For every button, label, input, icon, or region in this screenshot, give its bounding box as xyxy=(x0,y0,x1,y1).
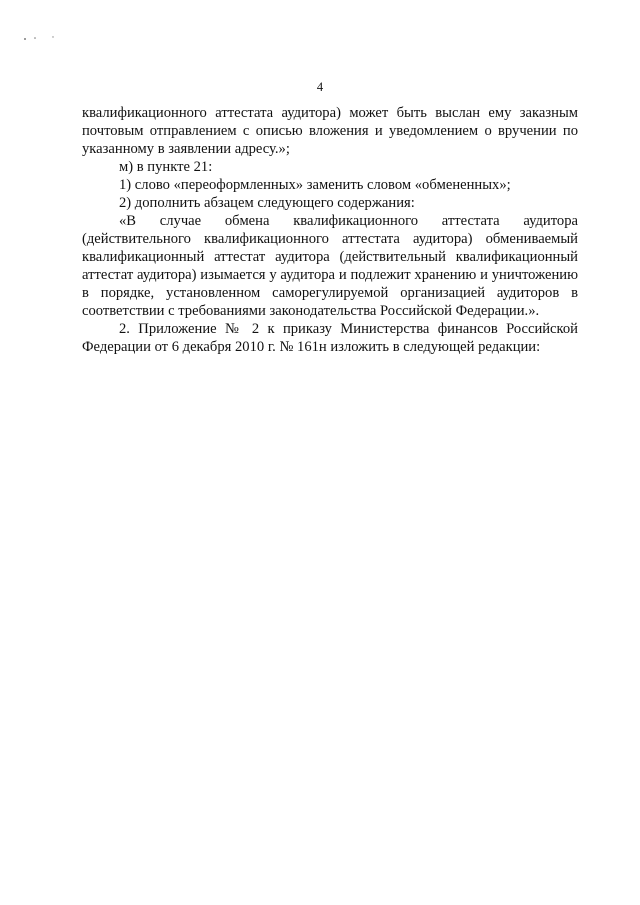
paragraph-quoted-text: «В случае обмена квалификационного аттестата аудитора (действительного квалификационного аттестата аудитора) обмениваемый квалификационный аттестат аудитора (действительный квалификационный аттестат аудитора) изымается у аудитора и подлежит хранению и уничтожению в порядке, установленном саморегулируемой организацией аудиторов в соответствии с требованиями законодательства Российской Федерации.». xyxy=(82,213,578,319)
paragraph-item-m: м) в пункте 21: xyxy=(119,159,213,175)
paragraph-section-2: 2. Приложение № 2 к приказу Министерства финансов Российской Федерации от 6 декабря 2010 г. № 161н изложить в следующей редакции: xyxy=(82,321,578,355)
scan-specks xyxy=(22,34,62,44)
paragraph-subitem-2: 2) дополнить абзацем следующего содержания: xyxy=(119,195,415,211)
document-body xyxy=(82,104,578,356)
page-number: 4 xyxy=(316,80,324,94)
paragraph-continuation: квалификационного аттестата аудитора) может быть выслан ему заказным почтовым отправлением с описью вложения и уведомлением о вручении по указанному в заявлении адресу.»; xyxy=(82,105,578,157)
scan-speck xyxy=(24,38,26,40)
paragraph-subitem-1: 1) слово «переоформленных» заменить словом «обмененных»; xyxy=(119,177,511,193)
scan-speck xyxy=(52,36,53,37)
scan-speck xyxy=(34,37,36,39)
